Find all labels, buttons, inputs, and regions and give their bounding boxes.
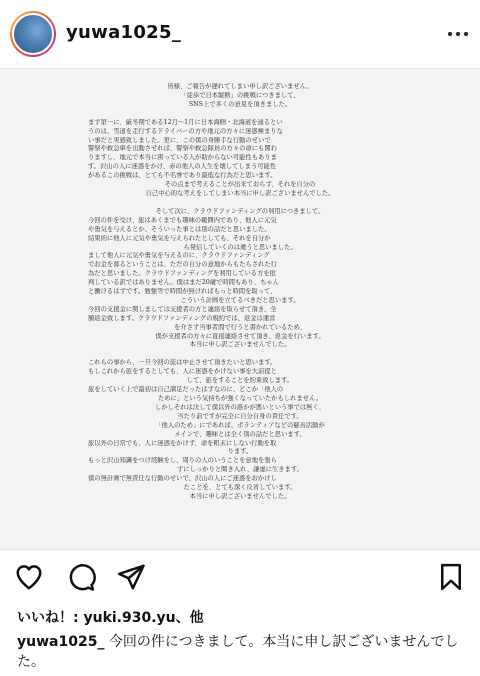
comment-icon[interactable] — [66, 562, 96, 592]
bookmark-icon[interactable] — [436, 562, 466, 592]
post-image[interactable] — [0, 68, 480, 550]
post-header — [0, 0, 480, 68]
apology-letter — [88, 83, 392, 511]
caption-username[interactable]: yuwa1025_ — [17, 634, 105, 650]
post-action-bar — [0, 556, 480, 596]
post-caption — [17, 632, 467, 672]
profile-avatar[interactable] — [10, 11, 56, 57]
letter-paragraph-4: これらの事から、一旦今回の旅は中止させて頂きたいと思います。 もしこれから旅をするとしても、人に迷惑をかけない事を大前提と して、旅をすることを約束致します。 旅をしていく上で最初は自己満足だったはずなのに、どこか「他人の ために」という気持ちが強くなっていたかもしれません。 しかしそれは決して僕以外の誰かが悪いという事では無く、 当たり前ですが完全に自分自身の責任です。 「他人のため」にであれば、ボランティアなどの慈善活動が メインで、趣味とは全く別の話だと思います。 旅以外の日常でも、人に迷惑をかけず、命を粗末にしない行動を取 ります。 もっと沢山知識をつけ経験をし、周りの人のいうことを意地を張ら ずにしっかりと聞き入れ、謙虚に生きます。 僕の無計画で無責任な行動のせいで、沢山の人にご迷惑をおかけし たことを、とても深く反省しています。 本当に申し訳ございませんでした。 — [88, 359, 325, 500]
letter-paragraph-1: 皆様、ご報告が遅れてしまい申し訳ございません。 「徒歩で日本縦断」の挑戦につきまして、 SNS上で多くの意見を頂きました。 — [167, 83, 313, 108]
letter-paragraph-2: まず第一に、厳冬期である12月〜1月に日本海側・北海道を通るとい うのは、雪道を走行するドライバーの方や地元の方々に迷惑極まりな い事だと実感致しました。更に、この僕の身勝手な行動のせいで 警察や救急車を出動させれば、警察や救急隊員の方々の命にも関わ りますし、地元で本当に困っている人が助からない可能性もありま す。沢山の人に迷惑をかけ、赤の他人の人生を壊してしまう可能性 があるこの挑戦は、とても不名誉であり最低な行為だと思います。 その点まで考えることが出来ておらず、それを自分の 自己中心的な考えをしてしまい本当に申し訳ございませんでした。 — [88, 118, 335, 197]
more-dots-icon[interactable] — [446, 24, 470, 44]
likes-text[interactable]: いいね！: yuki.930.yu、他 — [17, 610, 204, 626]
caption-text: 今回の件につきまして。本当に申し訳ございませんでした。 — [17, 634, 459, 670]
send-icon[interactable] — [116, 562, 146, 592]
post-username[interactable]: yuwa1025_ — [66, 22, 182, 43]
letter-paragraph-3: そして次に、クラウドファンディングの利用につきまして。 今回の件を受け、旅はあくまでも趣味の範囲内であり、他人に元気 や勇気を与えるとか、そういった事とは別の話だと思いました。 結果的に他人に元気や勇気を与えられたとしても、それを自分か ら発信していくのは違うと思いました。 まして他人に元気や勇気を与えるのに、クラウドファンディング でお金を募るということは、ただの自分の意地からもたらされた行 為だと思いました。クラウドファンディングを利用している方を批 判している訳ではありません。僕はまだ20歳で時間もあり、ちゃん と働けるはずです。勉強等で時間が無ければもっと時間を取って、 こういう計画を立てるべきだと思います。 今回の支援金に関しましては支援者の方と連絡を取らせて頂き、全 額返金致します。クラウドファンディングの規約では、返金は運営 を介さず当事者間で行うと書かれているため、 僕が支援者の方々に直接連絡させて頂き、返金を行います。 本当に申し訳ございませんでした。 — [88, 207, 325, 349]
heart-icon[interactable] — [14, 562, 44, 592]
